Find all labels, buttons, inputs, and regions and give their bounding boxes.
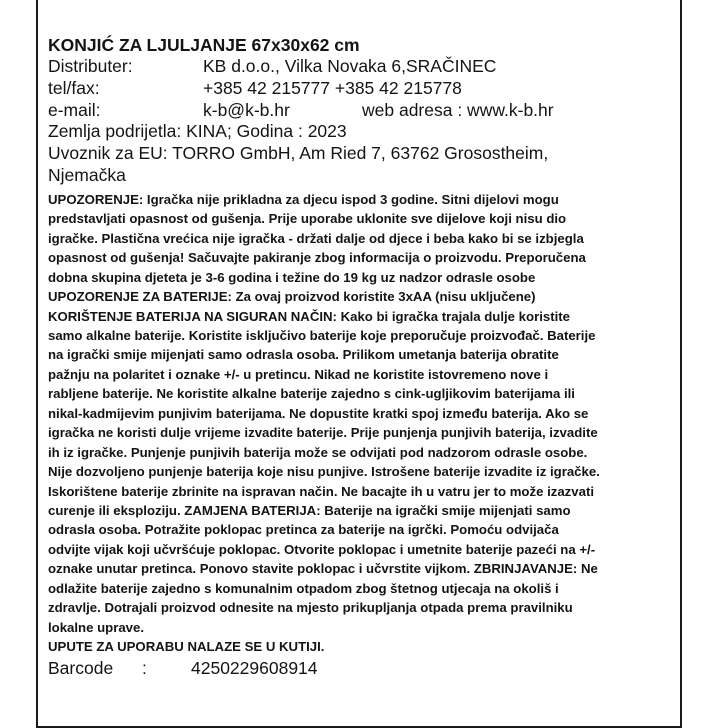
- warning-line: zdravlje. Dotrajali proizvod odnesite na mjesto prikupljanja otpada prema pravilniku: [48, 600, 573, 616]
- email-value: k-b@k-b.hr: [203, 99, 290, 120]
- warning-line: nikal-kadmijevim punjivim baterijama. Ne dopustite kratki spoj između baterija. Ako se: [48, 405, 589, 421]
- label-content: [48, 34, 688, 679]
- warning-line: Iskorištene baterije zbrinite na ispravan način. Ne bacajte ih u vatru jer to može izazvati: [48, 483, 594, 499]
- warning-line: KORIŠTENJE BATERIJA NA SIGURAN NAČIN: Kako bi igračka trajala dulje koristite: [48, 308, 570, 324]
- email-row: [48, 100, 688, 122]
- warning-line: samo alkalne baterije. Koristite isključivo baterije koje preporučuje proizvođač. Baterije: [48, 327, 596, 343]
- barcode-row: [48, 657, 688, 679]
- origin-line: Zemlja podrijetla: KINA; Godina : 2023: [48, 121, 347, 142]
- warning-line: opasnost od gušenja! Sačuvajte pakiranje zbog informacija o proizvodu. Preporučena: [48, 250, 586, 266]
- warning-line: odrasla osoba. Potražite poklopac pretinca za baterije na igrčki. Pomoću odvijača: [48, 522, 559, 538]
- product-title: KONJIĆ ZA LJULJANJE 67x30x62 cm: [48, 35, 360, 55]
- telfax-row: [48, 78, 688, 100]
- warning-line: UPUTE ZA UPORABU NALAZE SE U KUTIJI.: [48, 639, 325, 655]
- warning-line: odvijte vijak koji učvršćuje poklopac. Otvorite poklopac i umetnite baterije pazeći na +/-: [48, 541, 596, 557]
- distributer-label: Distributer:: [48, 56, 133, 76]
- telfax-value: +385 42 215777 +385 42 215778: [203, 77, 462, 98]
- product-label: [36, 0, 682, 728]
- warning-line: Nije dozvoljeno punjenje baterija koje nisu punjive. Istrošene baterije izvadite iz igračke.: [48, 464, 600, 480]
- distributer-value: KB d.o.o., Vilka Novaka 6,SRAČINEC: [203, 56, 497, 76]
- importer-line-1: Uvoznik za EU: TORRO GmbH, Am Ried 7, 63762 Grosostheim,: [48, 143, 549, 164]
- importer-line-2: Njemačka: [48, 164, 126, 185]
- warning-line: UPOZORENJE: Igračka nije prikladna za djecu ispod 3 godine. Sitni dijelovi mogu: [48, 191, 559, 207]
- warning-line: dobna skupina djeteta je 3-6 godina i težine do 19 kg uz nadzor odrasle osobe: [48, 269, 536, 285]
- warning-line: predstavljati opasnost od gušenja. Prije uporabe uklonite sve dijelove koji nisu dio: [48, 211, 567, 227]
- barcode-label: Barcode: [48, 657, 114, 678]
- warning-line: na igrački smije mijenjati samo odrasla osoba. Prilikom umetanja baterija obratite: [48, 347, 559, 363]
- distributer-row: [48, 56, 688, 78]
- telfax-label: tel/fax:: [48, 77, 100, 98]
- warning-line: rabljene baterije. Ne koristite alkalne baterije zajedno s cink-ugljikovim baterijama ili: [48, 386, 575, 402]
- warning-line: pažnju na polaritet i oznake +/- u pretincu. Nikad ne koristite istovremeno nove i: [48, 366, 549, 382]
- warning-line: UPOZORENJE ZA BATERIJE: Za ovaj proizvod koristite 3xAA (nisu uključene): [48, 289, 536, 305]
- warning-line: oznake unutar pretinca. Ponovo stavite poklopac i učvrstite vijkom. ZBRINJAVANJE: Ne: [48, 561, 598, 577]
- barcode-colon: :: [142, 657, 147, 678]
- warning-line: igračka ne koristi dulje vrijeme izvadite baterije. Prije punjenja punjivih baterija, izvadite: [48, 425, 598, 441]
- warning-line: odlažite baterije zajedno s komunalnim otpadom zbog štetnog utjecaja na okoliš i: [48, 580, 559, 596]
- web-address: web adresa : www.k-b.hr: [362, 99, 554, 120]
- warning-text-block: [48, 190, 688, 657]
- barcode-value: 4250229608914: [191, 657, 318, 678]
- warning-line: igračke. Plastična vrećica nije igračka - držati dalje od djece i beba kako bi se izbjegla: [48, 230, 584, 246]
- email-label: e-mail:: [48, 99, 101, 120]
- warning-line: ih iz igračke. Punjenje punjivih baterija može se odvijati pod nadzorom odrasle osobe.: [48, 444, 588, 460]
- warning-line: curenje ili eksploziju. ZAMJENA BATERIJA: Baterije na igrački smije mijenjati samo: [48, 503, 571, 519]
- warning-line: lokalne uprave.: [48, 619, 145, 635]
